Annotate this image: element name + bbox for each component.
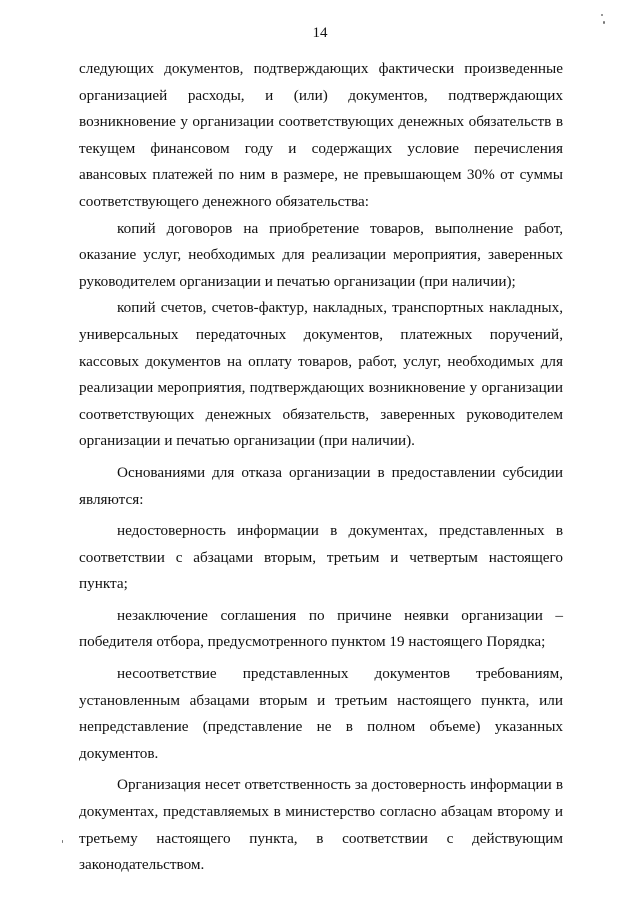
document-body: [79, 56, 563, 879]
paragraph-refusal-grounds: Основаниями для отказа организации в предоставлении субсидии являются:: [79, 463, 563, 508]
paragraph-agreement-not-concluded: незаключение соглашения по причине неявки организации – победителя отбора, предусмотренного пунктом 19 настоящего Порядка;: [79, 606, 563, 651]
paragraph-responsibility: Организация несет ответственность за достоверность информации в документах, представляемых в министерство согласно абзацам второму и третьему настоящего пункта, в соответствии с действующим законодательством.: [79, 776, 563, 874]
scan-speck: [62, 840, 63, 843]
paragraph-unreliable-information: недостоверность информации в документах, представленных в соответствии с абзацами вторым, третьим и четвертым настоящего пункта;: [79, 522, 563, 593]
paragraph-contracts-copies: копий договоров на приобретение товаров, выполнение работ, оказание услуг, необходимых для реализации мероприятия, заверенных руководителем организации и печатью организации (при наличии);: [79, 219, 563, 290]
scan-speck: [603, 21, 605, 24]
page-number: 14: [312, 25, 328, 41]
paragraph-documents-list-intro: следующих документов, подтверждающих фактически произведенные организацией расходы, и (или) документов, подтверждающих возникновение у организации соответствующих денежных обязательств в текущем финансовом году и содержащих условие перечисления авансовых платежей по ним в размере, не превышающем 30% от суммы соответствующего денежного обязательства:: [79, 60, 563, 210]
scan-speck: [601, 14, 603, 16]
paragraph-documents-noncompliance: несоответствие представленных документов требованиям, установленным абзацами вторым и третьим настоящего пункта, или непредставление (представление не в полном объеме) указанных документов.: [79, 665, 563, 762]
paragraph-invoices-copies: копий счетов, счетов-фактур, накладных, транспортных накладных, универсальных передаточных документов, платежных поручений, кассовых документов на оплату товаров, работ, услуг, необходимых для реализации мероприятия, подтверждающих возникновение у организации соответствующих денежных обязательств, заверенных руководителем организации и печатью организации (при наличии).: [79, 299, 563, 450]
